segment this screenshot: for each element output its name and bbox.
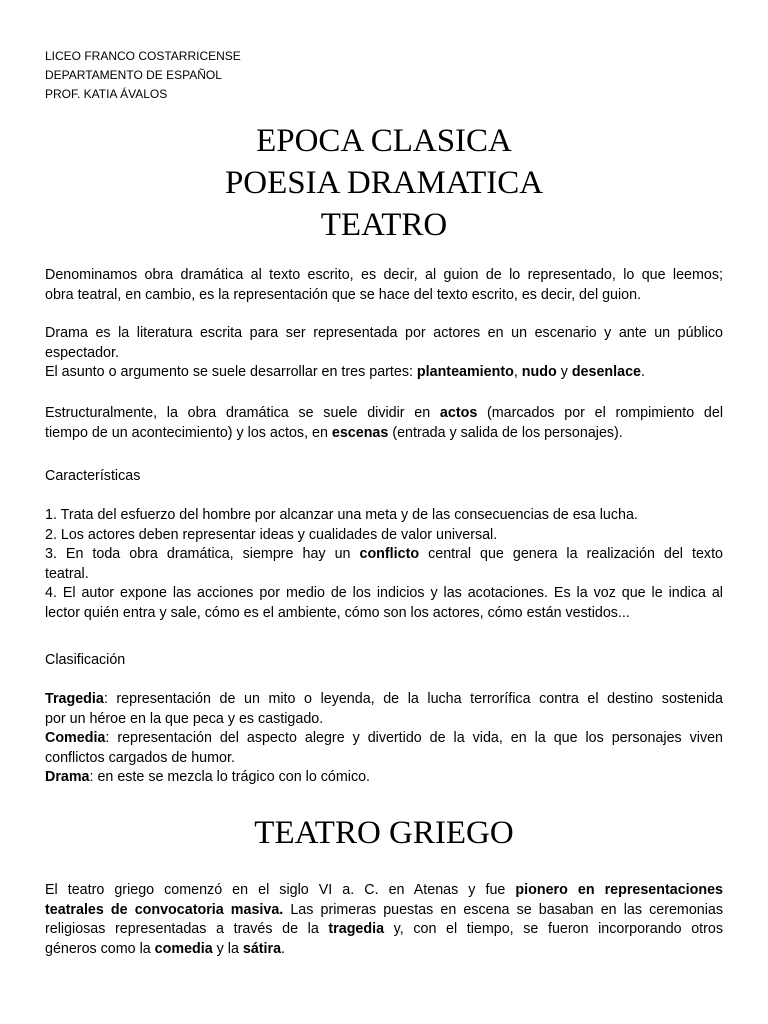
- paragraph-line: [45, 920, 723, 940]
- bold-term-drama: Drama: [45, 769, 90, 785]
- paragraph-line: [45, 424, 723, 444]
- list-item: 2. Los actores deben representar ideas y cualidades de valor universal.: [45, 526, 498, 543]
- paragraph-line: espectador.: [45, 344, 119, 361]
- text-run: y, con el tiempo, se fueron incorporando otros: [384, 921, 723, 937]
- clasificacion-list: [45, 690, 723, 788]
- bold-term-nudo: nudo: [521, 364, 557, 380]
- definition-continuation: por un héroe en la que peca y es castigado.: [45, 710, 324, 727]
- intro-paragraph-1: [45, 266, 723, 305]
- paragraph-line: [45, 881, 723, 901]
- bold-term-satira: sátira: [242, 940, 282, 957]
- intro-paragraph-3: [45, 404, 723, 443]
- teatro-griego-paragraph: [45, 881, 723, 959]
- text-run: : representación de un mito o leyenda, de la lucha terrorífica contra el destino sostenida: [103, 691, 723, 707]
- bold-term-planteamiento: planteamiento: [416, 364, 514, 380]
- bold-term-comedia: Comedia: [45, 730, 106, 746]
- list-item-continuation: teatral.: [45, 565, 89, 582]
- text-run: tiempo de un acontecimiento) y los actos, en: [45, 424, 332, 441]
- caracteristicas-list: [45, 506, 723, 623]
- text-run: (marcados por el rompimiento del: [477, 405, 723, 421]
- intro-paragraph-2: [45, 324, 723, 383]
- bold-phrase-pionero: pionero en representaciones: [515, 882, 723, 898]
- list-item: 1. Trata del esfuerzo del hombre por alcanzar una meta y de las consecuencias de esa lucha.: [45, 507, 638, 523]
- paragraph-line: [45, 363, 723, 383]
- clasificacion-heading: Clasificación: [45, 652, 126, 668]
- teacher-name: PROF. KATIA ÁVALOS: [45, 87, 168, 101]
- text-run: y la: [212, 940, 243, 957]
- text-run: Las primeras puestas en escena se basaban en las ceremonias: [283, 901, 723, 918]
- title-teatro-griego: TEATRO GRIEGO: [254, 815, 514, 851]
- department-name: DEPARTAMENTO DE ESPAÑOL: [45, 68, 222, 82]
- definition-comedia: [45, 729, 723, 749]
- bold-term-actos: actos: [439, 405, 478, 421]
- school-name: LICEO FRANCO COSTARRICENSE: [45, 49, 241, 63]
- definition-tragedia: [45, 690, 723, 710]
- text-run: (entrada y salida de los personajes).: [388, 424, 623, 441]
- document-header: [45, 47, 241, 104]
- bold-term-conflicto: conflicto: [359, 546, 420, 562]
- title-teatro: TEATRO: [320, 207, 448, 243]
- text-run: : en este se mezcla lo trágico con lo cómico.: [89, 769, 371, 785]
- paragraph-line: Drama es la literatura escrita para ser representada por actores en un escenario y ante un público: [45, 325, 723, 341]
- bold-term-tragedia: Tragedia: [45, 691, 104, 707]
- text-run: géneros como la: [45, 940, 155, 957]
- title-poesia-dramatica: POESIA DRAMATICA: [224, 165, 544, 201]
- paragraph-line: obra teatral, en cambio, es la representación que se hace del texto escrito, es decir, del guion.: [45, 286, 642, 303]
- bold-term-escenas: escenas: [331, 424, 389, 441]
- text-run: .: [640, 364, 645, 380]
- list-item: [45, 545, 723, 565]
- text-run: ,: [513, 364, 522, 380]
- paragraph-line: [45, 404, 723, 424]
- paragraph-line: Denominamos obra dramática al texto escrito, es decir, al guion de lo representado, lo que leemos;: [45, 267, 723, 283]
- bold-term-tragedia: tragedia: [328, 921, 385, 937]
- paragraph-line: [45, 940, 723, 960]
- title-epoca-clasica: EPOCA CLASICA: [256, 123, 512, 159]
- text-run: El teatro griego comenzó en el siglo VI a. C. en Atenas y fue: [45, 882, 516, 898]
- definition-continuation: conflictos cargados de humor.: [45, 749, 235, 766]
- caracteristicas-heading: Características: [45, 468, 141, 484]
- list-item: 4. El autor expone las acciones por medio de los indicios y las acotaciones. Es la voz que le indica al: [45, 585, 723, 601]
- list-item-continuation: lector quién entra y sale, cómo es el ambiente, cómo son los actores, cómo están vestidos...: [45, 604, 630, 621]
- text-run: .: [281, 940, 286, 957]
- definition-drama: [45, 768, 723, 788]
- text-run: religiosas representadas a través de la: [45, 921, 329, 937]
- text-run: Estructuralmente, la obra dramática se suele dividir en: [45, 405, 440, 421]
- paragraph-line: [45, 901, 723, 921]
- bold-phrase-convocatoria: teatrales de convocatoria masiva.: [45, 901, 284, 918]
- text-run: 3. En toda obra dramática, siempre hay un: [45, 546, 360, 562]
- text-run: central que genera la realización del texto: [419, 546, 723, 562]
- text-run: El asunto o argumento se suele desarrollar en tres partes:: [45, 364, 417, 380]
- bold-term-comedia: comedia: [154, 940, 213, 957]
- bold-term-desenlace: desenlace: [571, 364, 641, 380]
- text-run: : representación del aspecto alegre y divertido de la vida, en la que los personajes viven: [105, 730, 723, 746]
- text-run: y: [556, 364, 572, 380]
